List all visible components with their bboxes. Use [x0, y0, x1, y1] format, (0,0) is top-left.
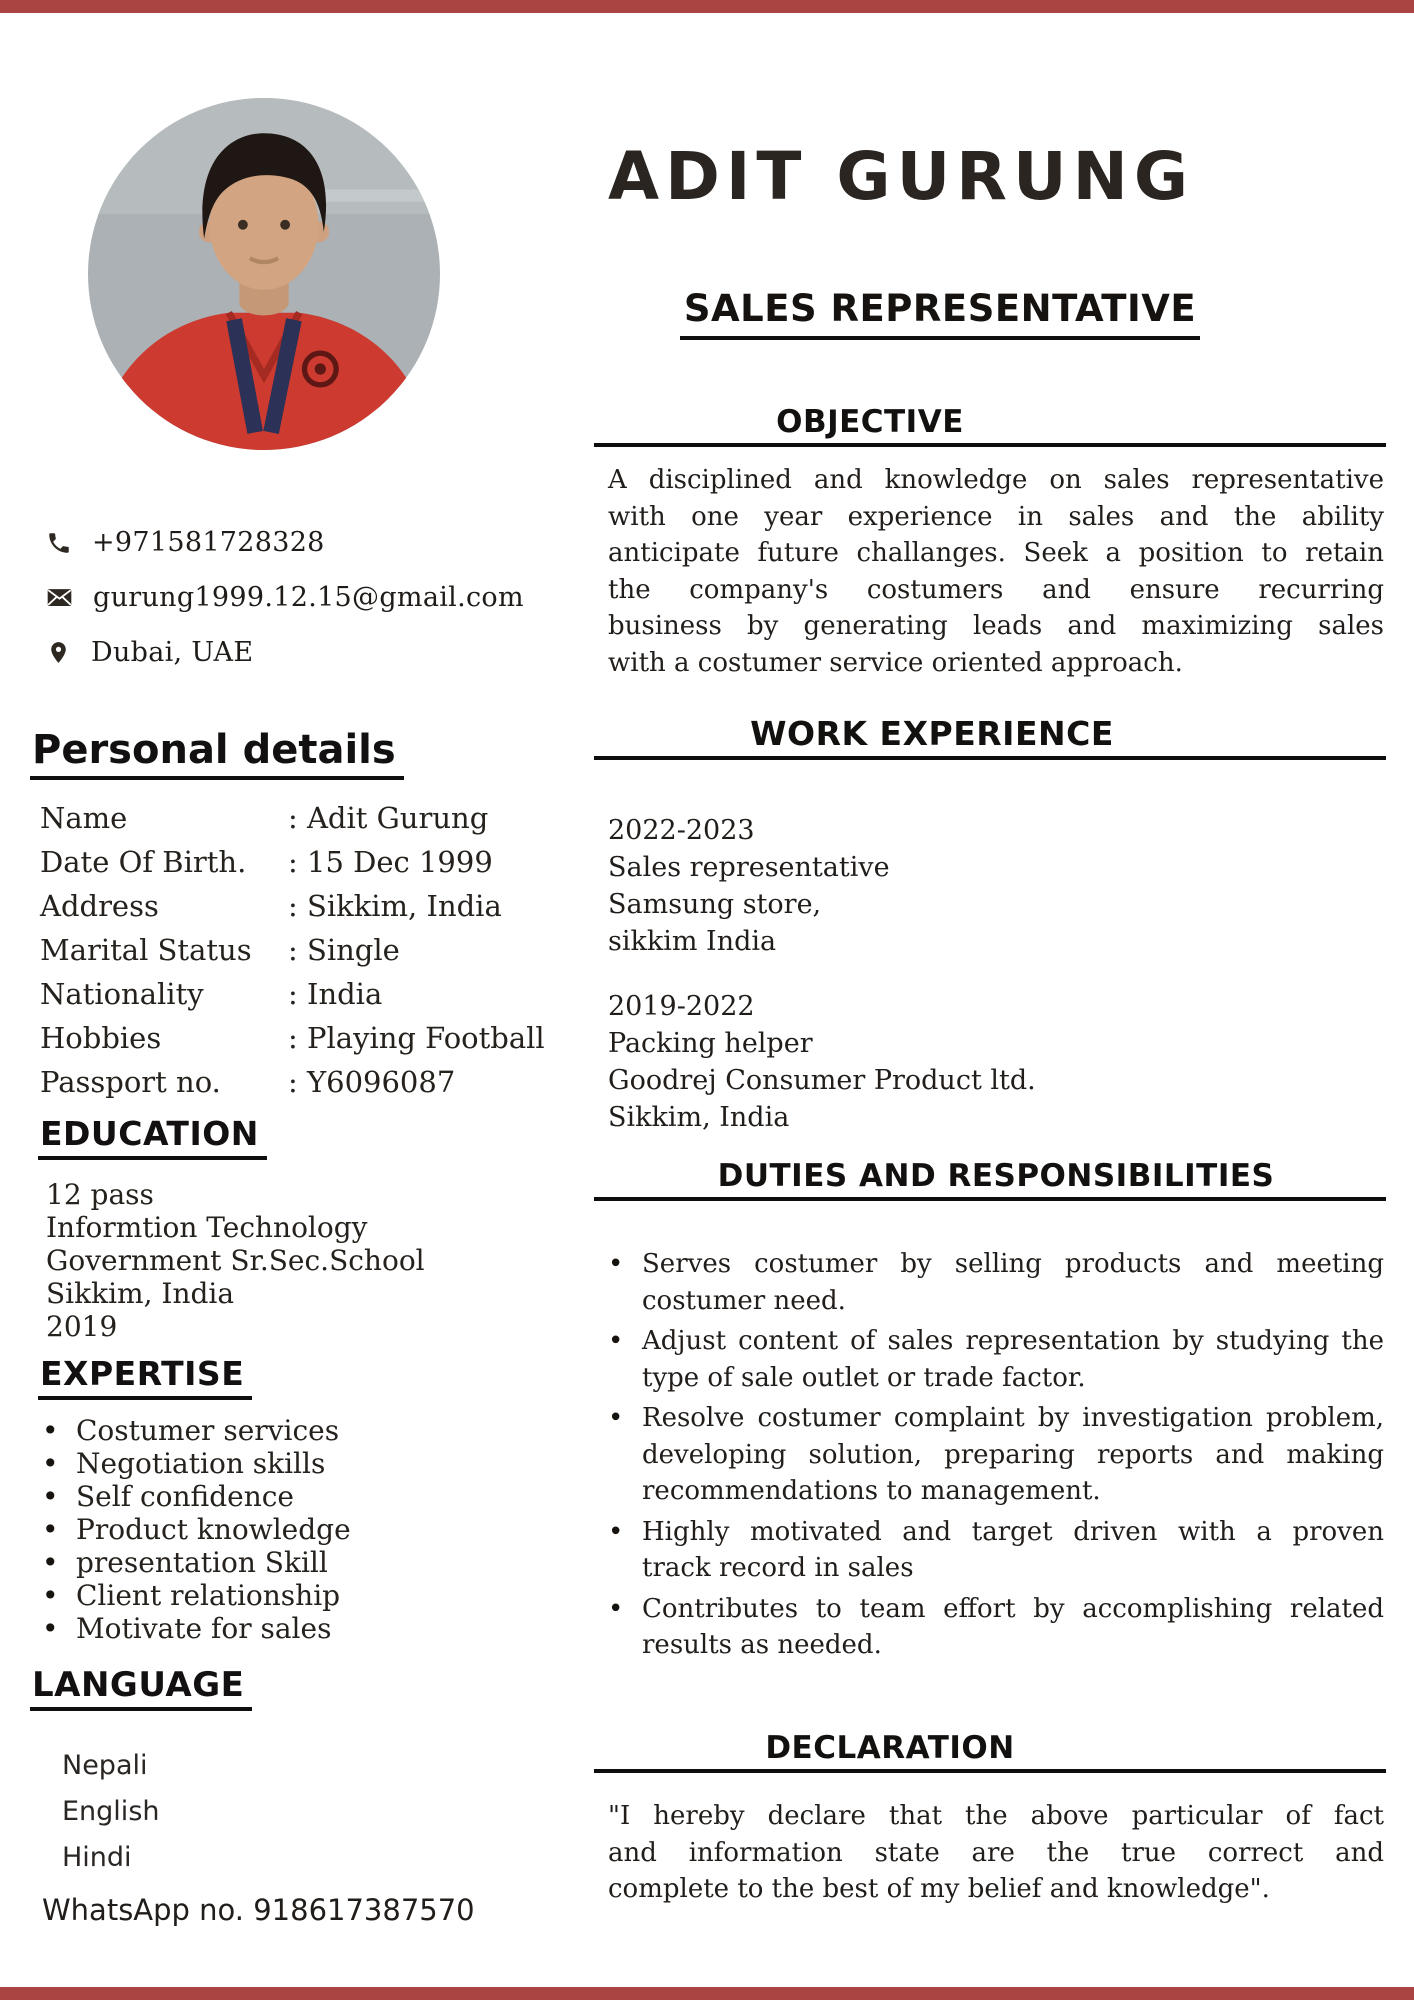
contact-location-text: Dubai, UAE [91, 637, 254, 668]
duty-lines [642, 1514, 1384, 1587]
personal-label: Address [40, 888, 159, 923]
duties-list [608, 1246, 1384, 1668]
education-section [38, 1116, 598, 1343]
work-period: 2019-2022 [608, 991, 755, 1022]
top-accent-bar [0, 0, 1414, 13]
personal-value: : Y6096087 [288, 1064, 456, 1099]
personal-label: Marital Status [40, 932, 252, 967]
duty-line: • Serves costumer by selling products and meeting [642, 1249, 1384, 1279]
work-line: Sales representative [608, 852, 890, 883]
personal-label: Hobbies [40, 1020, 162, 1055]
work-entry [608, 812, 1384, 960]
personal-details-section [30, 728, 605, 1104]
location-pin-icon [46, 639, 71, 666]
expertise-list [42, 1414, 598, 1645]
expertise-heading: EXPERTISE [38, 1356, 252, 1400]
expertise-item [42, 1447, 598, 1480]
contact-row-phone [46, 527, 586, 558]
declaration-line: complete to the best of my belief and knowledge". [608, 1874, 1270, 1904]
contact-row-email [46, 582, 586, 613]
objective-line: A disciplined and knowledge on sales representative [608, 465, 1384, 495]
education-line: Sikkim, India [46, 1276, 235, 1310]
avatar-illustration [88, 98, 440, 450]
expertise-item [42, 1480, 598, 1513]
language-item: Nepali [62, 1750, 148, 1782]
duty-line: results as needed. [642, 1630, 882, 1660]
work-period: 2022-2023 [608, 815, 755, 846]
personal-value: : India [288, 976, 383, 1011]
duty-lines [642, 1246, 1384, 1319]
education-lines [46, 1178, 598, 1343]
objective-line: the company's costumers and ensure recurring [608, 574, 1384, 605]
objective-line: anticipate future challanges. Seek a position to retain [608, 538, 1384, 568]
language-item: Hindi [62, 1842, 132, 1874]
section-heading-declaration [594, 1730, 1386, 1773]
education-line: Government Sr.Sec.School [46, 1243, 425, 1277]
expertise-item-label: • Product knowledge [76, 1512, 351, 1546]
language-heading: LANGUAGE [30, 1666, 252, 1711]
objective-line: with one year experience in sales and the ability [608, 501, 1384, 532]
objective-heading-label: OBJECTIVE [776, 404, 964, 440]
language-list [62, 1743, 590, 1881]
section-heading-objective [594, 404, 1386, 447]
duty-item [608, 1591, 1384, 1664]
duty-item [608, 1323, 1384, 1396]
section-heading-duties [594, 1158, 1386, 1201]
contact-list [46, 527, 586, 692]
personal-row [40, 884, 605, 928]
expertise-item [42, 1579, 598, 1612]
duty-line: • Adjust content of sales representation by studying the [642, 1326, 1384, 1356]
expertise-section [38, 1356, 598, 1645]
work-entry [608, 988, 1384, 1136]
education-line: Informtion Technology [46, 1210, 368, 1244]
duty-line: type of sale outlet or trade factor. [642, 1362, 1086, 1393]
objective-paragraph [608, 462, 1384, 681]
education-line: 12 pass [46, 1177, 154, 1211]
work-line: Packing helper [608, 1028, 813, 1059]
duty-lines [642, 1591, 1384, 1664]
language-item: English [62, 1796, 160, 1828]
email-icon [46, 584, 73, 611]
personal-details-table [40, 796, 605, 1104]
expertise-item-label: • Motivate for sales [76, 1611, 332, 1645]
bottom-accent-bar [0, 1987, 1414, 2000]
personal-row [40, 972, 605, 1016]
contact-email-text: gurung1999.12.15@gmail.com [93, 582, 524, 613]
expertise-item-label: • Self confidence [76, 1479, 294, 1513]
phone-icon [46, 530, 72, 556]
duty-lines [642, 1400, 1384, 1510]
education-heading: EDUCATION [38, 1116, 267, 1160]
personal-row [40, 1016, 605, 1060]
duty-line: track record in sales [642, 1553, 914, 1583]
title-heading: SALES REPRESENTATIVE [680, 287, 1200, 340]
declaration-line: "I hereby declare that the above particular of fact [608, 1801, 1384, 1831]
objective-line: business by generating leads and maximizing sales [608, 611, 1384, 641]
declaration-heading-label: DECLARATION [765, 1730, 1015, 1766]
personal-label: Date Of Birth. [40, 844, 247, 879]
expertise-item [42, 1513, 598, 1546]
name-heading: ADIT GURUNG [608, 138, 1195, 215]
duty-item [608, 1514, 1384, 1587]
education-line: 2019 [46, 1309, 118, 1343]
expertise-item-label: • presentation Skill [76, 1545, 328, 1579]
expertise-item-label: • Costumer services [76, 1413, 340, 1447]
duty-lines [642, 1323, 1384, 1396]
profile-photo [88, 98, 440, 450]
whatsapp-note: WhatsApp no. 918617387570 [42, 1893, 475, 1927]
personal-value: : Playing Football [288, 1020, 545, 1055]
personal-value: : Sikkim, India [288, 888, 502, 923]
work-line: Samsung store, [608, 889, 822, 920]
duties-heading-label: DUTIES AND RESPONSIBILITIES [717, 1158, 1275, 1194]
expertise-item [42, 1546, 598, 1579]
work-line: Goodrej Consumer Product ltd. [608, 1065, 1036, 1096]
declaration-paragraph [608, 1798, 1384, 1908]
duty-line: developing solution, preparing reports and making [642, 1439, 1384, 1470]
duty-item [608, 1400, 1384, 1510]
expertise-item [42, 1414, 598, 1447]
personal-value: : 15 Dec 1999 [288, 844, 493, 879]
personal-value: : Single [288, 932, 400, 967]
language-section [30, 1666, 590, 1881]
personal-label: Passport no. [40, 1064, 221, 1099]
expertise-item-label: • Negotiation skills [76, 1446, 326, 1480]
personal-row [40, 796, 605, 840]
work-line: sikkim India [608, 926, 777, 957]
objective-line: with a costumer service oriented approach. [608, 647, 1183, 678]
work-line: Sikkim, India [608, 1102, 790, 1133]
contact-phone-text: +971581728328 [92, 527, 325, 558]
contact-row-location [46, 637, 586, 668]
expertise-item-label: • Client relationship [76, 1578, 341, 1612]
duty-line: • Resolve costumer complaint by investigation problem, [642, 1403, 1384, 1433]
expertise-item [42, 1612, 598, 1645]
duty-line: recommendations to management. [642, 1476, 1101, 1506]
personal-label: Nationality [40, 976, 204, 1011]
title-heading-wrap [552, 287, 1328, 340]
personal-row [40, 928, 605, 972]
personal-row [40, 840, 605, 884]
duty-line: • Highly motivated and target driven with a proven [642, 1516, 1384, 1547]
duty-item [608, 1246, 1384, 1319]
duty-line: costumer need. [642, 1285, 846, 1316]
personal-label: Name [40, 800, 128, 835]
personal-value: : Adit Gurung [288, 800, 489, 835]
section-heading-work-experience [594, 714, 1386, 760]
duty-line: • Contributes to team effort by accomplishing related [642, 1593, 1384, 1624]
personal-row [40, 1060, 605, 1104]
declaration-line: and information state are the true correct and [608, 1837, 1384, 1868]
personal-details-heading: Personal details [30, 728, 404, 780]
work-experience-heading-label: WORK EXPERIENCE [750, 714, 1114, 753]
